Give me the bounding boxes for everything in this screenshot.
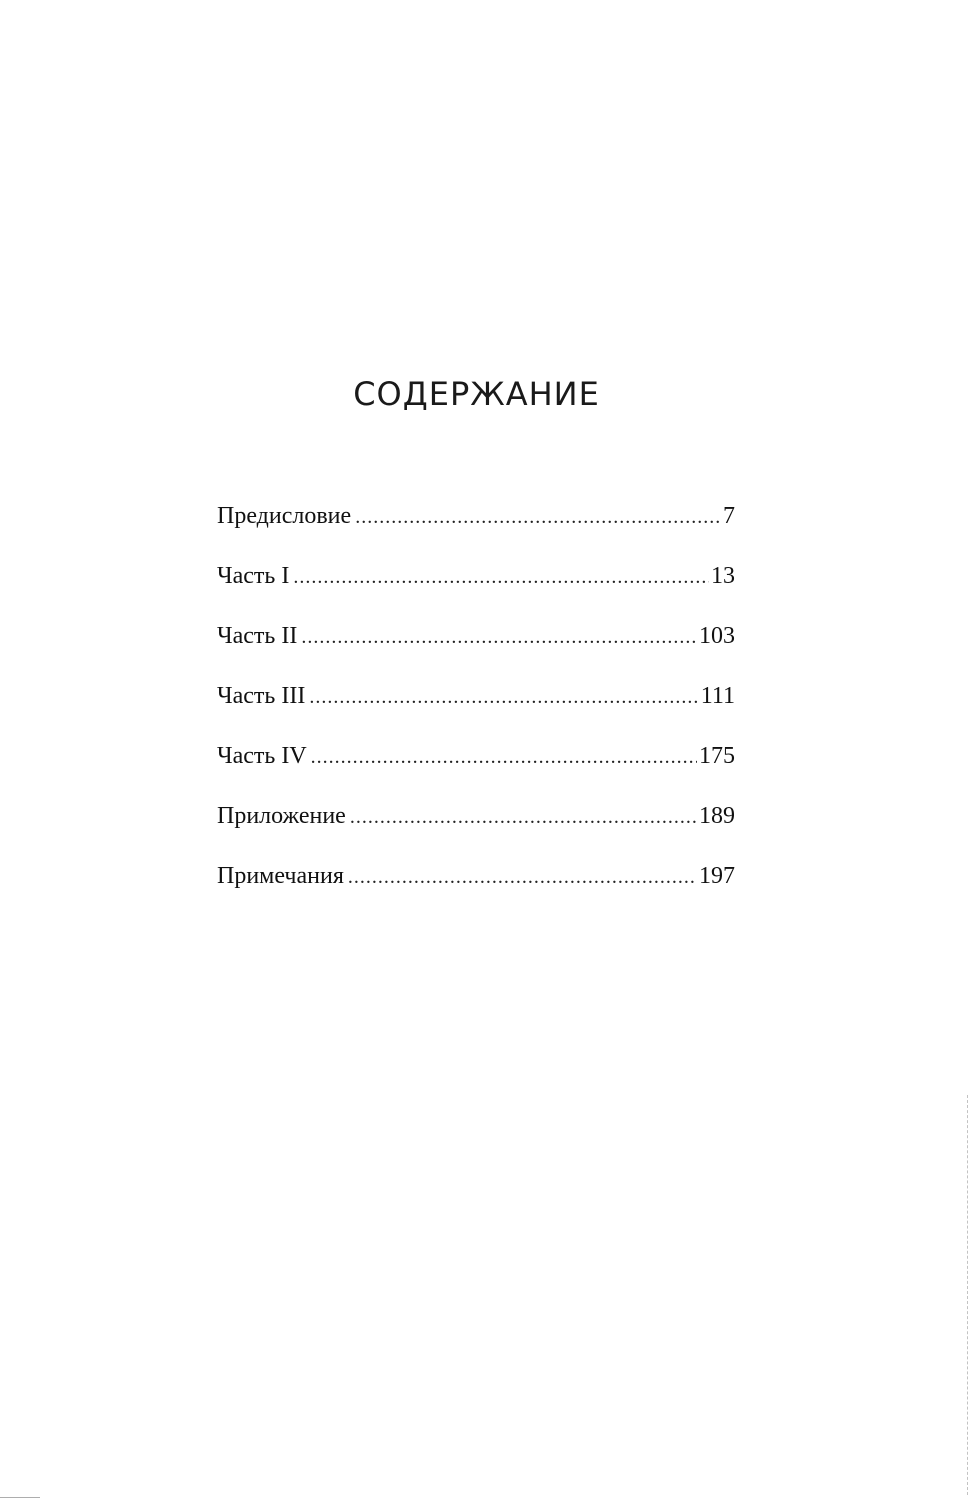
toc-entry-label: Часть III: [217, 683, 306, 709]
toc-entry-page-number: 175: [699, 743, 735, 769]
dot-leader: [301, 617, 697, 657]
toc-entry-appendix: [217, 796, 735, 856]
scan-edge-line: [0, 1497, 40, 1498]
toc-entry-label: Предисловие: [217, 503, 352, 529]
toc-entry-page-number: 7: [723, 503, 735, 529]
toc-entry-label: Часть I: [217, 563, 290, 589]
toc-entry-label: Приложение: [217, 803, 346, 829]
dot-leader: [348, 857, 697, 897]
table-of-contents: [217, 496, 735, 916]
toc-entry-part-4: [217, 736, 735, 796]
toc-entry-page-number: 103: [699, 623, 735, 649]
dot-leader: [293, 557, 709, 597]
toc-entry-page-number: 197: [699, 863, 735, 889]
toc-entry-page-number: 13: [711, 563, 735, 589]
page-title: СОДЕРЖАНИЕ: [353, 375, 600, 413]
dot-leader: [355, 497, 721, 537]
toc-entry-page-number: 189: [699, 803, 735, 829]
toc-entry-part-1: [217, 556, 735, 616]
toc-entry-part-2: [217, 616, 735, 676]
dot-leader: [309, 677, 698, 717]
dot-leader: [350, 797, 697, 837]
dot-leader: [311, 737, 697, 777]
toc-entry-part-3: [217, 676, 735, 736]
toc-entry-label: Часть II: [217, 623, 298, 649]
scan-edge-line: [966, 1095, 968, 1495]
toc-entry-label: Примечания: [217, 863, 344, 889]
toc-entry-page-number: 111: [700, 683, 735, 709]
toc-entry-preface: [217, 496, 735, 556]
toc-entry-notes: [217, 856, 735, 916]
toc-entry-label: Часть IV: [217, 743, 307, 769]
